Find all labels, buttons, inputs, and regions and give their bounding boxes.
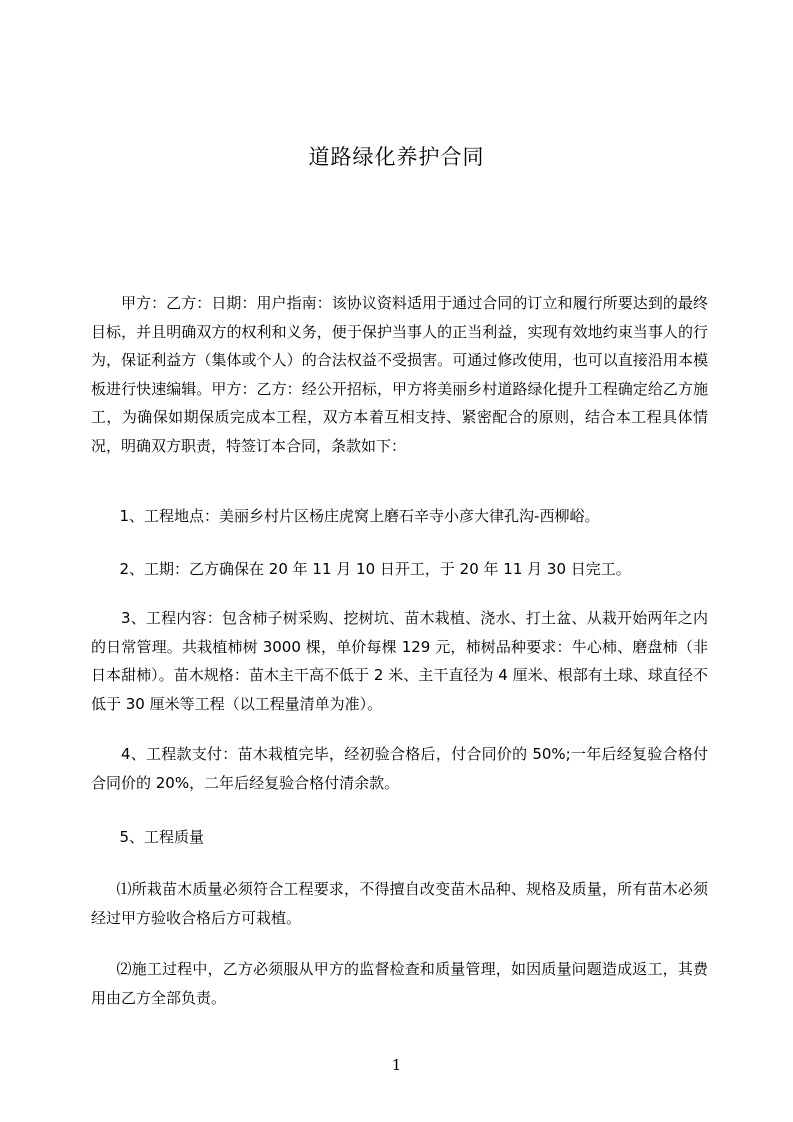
body-paragraph-schedule	[91, 555, 708, 584]
body-paragraph-quality-heading	[91, 823, 708, 852]
paragraph-text: 甲方：乙方：日期：用户指南：该协议资料适用于通过合同的订立和履行所要达到的最终目标，并且明确双方的权利和义务，便于保护当事人的正当利益，实现有效地约束当事人的行为，保证利益方（集体或个人）的合法权益不受损害。可通过修改使用，也可以直接沿用本模板进行快速编辑。甲方：乙方：经公开招标，甲方将美丽乡村道路绿化提升工程确定给乙方施工，为确保如期保质完成本工程，双方本着互相支持、紧密配合的原则，结合本工程具体情况，明确双方职责，特签订本合同，条款如下：	[91, 294, 708, 455]
body-paragraph-location	[91, 502, 708, 531]
body-paragraph-quality-2	[91, 955, 708, 1012]
paragraph-text: 5、工程质量	[119, 828, 205, 846]
paragraph-text: 2、工期：乙方确保在 20 年 11 月 10 日开工，于 20 年 11 月 30 日完工。	[119, 560, 631, 578]
page-number: 1	[391, 1056, 402, 1074]
paragraph-text: 1、工程地点：美丽乡村片区杨庄虎窝上磨石辛寺小彦大律孔沟-西柳峪。	[119, 507, 600, 525]
body-paragraph-intro	[91, 289, 708, 460]
paragraph-text: ⑵施工过程中，乙方必须服从甲方的监督检查和质量管理，如因质量问题造成返工，其费用由乙方全部负责。	[91, 960, 708, 1007]
paragraph-text: 4、工程款支付：苗木栽植完毕，经初验合格后，付合同价的 50%;一年后经复验合格付合同价的 20%，二年后经复验合格付清余款。	[91, 745, 708, 792]
document-title: 道路绿化养护合同	[308, 145, 485, 169]
body-paragraph-quality-1	[91, 875, 708, 932]
paragraph-text: ⑴所栽苗木质量必须符合工程要求，不得擅自改变苗木品种、规格及质量，所有苗木必须经过甲方验收合格后方可栽植。	[91, 880, 708, 927]
body-paragraph-scope	[91, 604, 708, 718]
body-paragraph-payment	[91, 740, 708, 797]
paragraph-text: 3、工程内容：包含柿子树采购、挖树坑、苗木栽植、浇水、打土盆、从栽开始两年之内的日常管理。共栽植柿树 3000 棵，单价每棵 129 元，柿树品种要求：牛心柿、磨盘柿（非日本甜柿）。苗木规格：苗木主干高不低于 2 米、主干直径为 4 厘米、根部有土球、球直径不低于 30 厘米等工程（以工程量清单为准）。	[91, 609, 708, 713]
